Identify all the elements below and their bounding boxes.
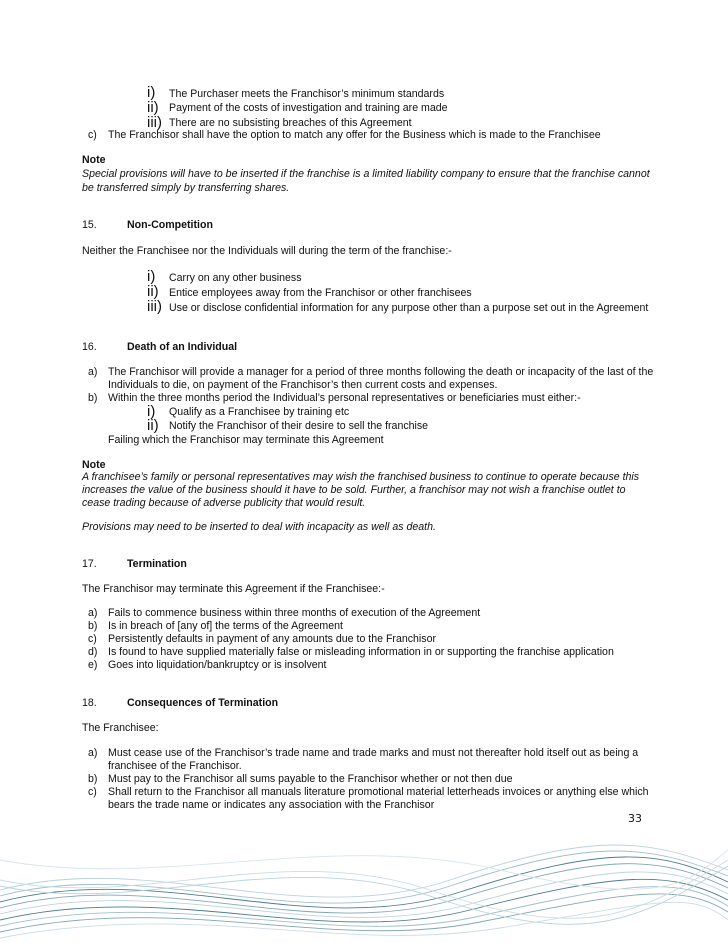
list-item-text: Is in breach of [any of] the terms of the Agreement — [108, 620, 343, 632]
section-number: 15. — [82, 219, 97, 231]
list-label: ii) — [147, 417, 159, 434]
list-item-text: Use or disclose confidential information for any purpose other than a purpose set out in the Agreement — [169, 302, 649, 314]
section-number: 17. — [82, 558, 97, 570]
list-item-text: Entice employees away from the Franchisor or other franchisees — [169, 287, 472, 299]
list-item-text: Qualify as a Franchisee by training etc — [169, 406, 350, 418]
section-title: Death of an Individual — [127, 341, 238, 353]
page-number: 33 — [628, 812, 642, 825]
list-item-text: The Purchaser meets the Franchisor’s minimum standards — [169, 88, 445, 100]
list-item-text: The Franchisor shall have the option to match any offer for the Business which is made to the Franchisee — [108, 129, 601, 141]
list-item-text: Shall return to the Franchisor all manuals literature promotional material letterheads invoices or anything else which — [108, 786, 649, 798]
list-item-text: Must cease use of the Franchisor’s trade name and trade marks and must not thereafter hold itself out as being a — [108, 747, 639, 759]
list-item-text: Failing which the Franchisor may terminate this Agreement — [108, 434, 384, 446]
list-label: i) — [147, 84, 156, 101]
list-item-text: Fails to commence business within three months of execution of the Agreement — [108, 607, 481, 619]
list-label: c) — [88, 129, 97, 141]
list-label: ii) — [147, 283, 159, 300]
list-label: i) — [147, 268, 156, 285]
list-label: a) — [88, 607, 98, 619]
list-item-text: Is found to have supplied materially false or misleading information in or supporting the franchise application — [108, 646, 614, 658]
list-label: iii) — [147, 114, 162, 131]
list-item-text: franchisee of the Franchisor. — [108, 760, 242, 772]
list-item-text: Persistently defaults in payment of any amounts due to the Franchisor — [108, 633, 436, 645]
note-heading: Note — [82, 154, 106, 166]
list-label: a) — [88, 366, 98, 378]
list-item-text: Payment of the costs of investigation and training are made — [169, 102, 448, 114]
note-text: cease trading because of adverse publicity that would result. — [82, 497, 366, 509]
list-label: d) — [88, 646, 98, 658]
list-label: b) — [88, 392, 98, 404]
list-label: iii) — [147, 298, 162, 315]
note-text: be transferred simply by transferring shares. — [82, 182, 290, 194]
section-intro: Neither the Franchisee nor the Individuals will during the term of the franchise:- — [82, 245, 452, 257]
section-title: Termination — [127, 558, 187, 570]
list-label: e) — [88, 659, 98, 671]
section-intro: The Franchisee: — [82, 722, 159, 734]
list-label: b) — [88, 620, 98, 632]
list-label: i) — [147, 403, 156, 420]
list-item-text: Carry on any other business — [169, 272, 302, 284]
section-number: 18. — [82, 697, 97, 709]
list-item-text: Must pay to the Franchisor all sums payable to the Franchisor whether or not then due — [108, 773, 513, 785]
section-number: 16. — [82, 341, 97, 353]
list-label: a) — [88, 747, 98, 759]
section-title: Consequences of Termination — [127, 697, 279, 709]
note-text: Provisions may need to be inserted to deal with incapacity as well as death. — [82, 521, 436, 533]
list-item-text: The Franchisor will provide a manager for a period of three months following the death or incapacity of the last of the — [108, 366, 654, 378]
list-item-text: Goes into liquidation/bankruptcy or is insolvent — [108, 659, 327, 671]
list-label: b) — [88, 773, 98, 785]
list-item-text: bears the trade name or indicates any association with the Franchisor — [108, 799, 435, 811]
section-title: Non-Competition — [127, 219, 213, 231]
note-heading: Note — [82, 459, 106, 471]
note-text: increases the value of the business should it have to be sold. Further, a franchisor may not wish a franchise outlet to — [82, 484, 626, 496]
note-text: A franchisee’s family or personal representatives may wish the franchised business to continue to operate because this — [82, 471, 640, 483]
list-item-text: Individuals to die, on payment of the Franchisor’s then current costs and expenses. — [108, 379, 498, 391]
list-item-text: Notify the Franchisor of their desire to sell the franchise — [169, 420, 429, 432]
list-item-text: There are no subsisting breaches of this Agreement — [169, 117, 412, 129]
note-text: Special provisions will have to be inserted if the franchise is a limited liability company to ensure that the franchise cannot — [82, 168, 650, 180]
section-intro: The Franchisor may terminate this Agreement if the Franchisee:- — [82, 583, 385, 595]
list-label: ii) — [147, 99, 159, 116]
list-label: c) — [88, 786, 97, 798]
wave-decoration — [0, 820, 728, 943]
list-item-text: Within the three months period the Individual’s personal representatives or beneficiaries must either:- — [108, 392, 581, 404]
list-label: c) — [88, 633, 97, 645]
